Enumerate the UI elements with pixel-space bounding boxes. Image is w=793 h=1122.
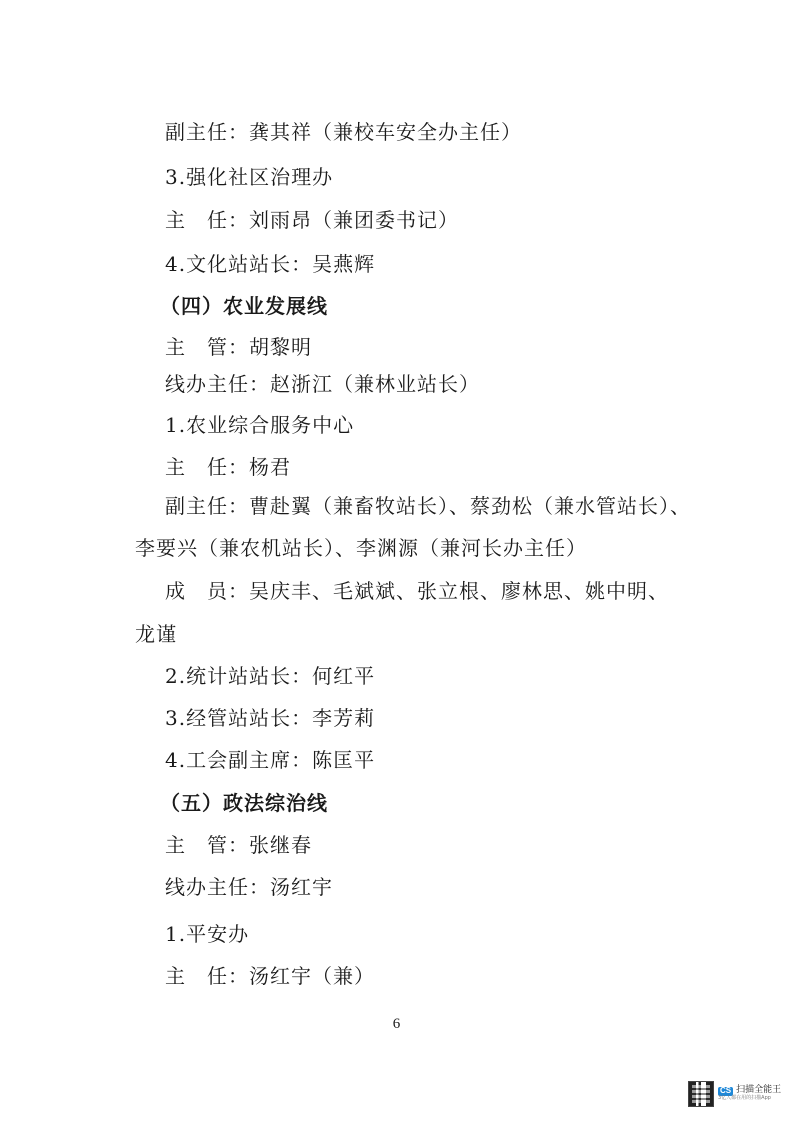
text-line: 4.工会副主席：陈匡平 [165, 748, 376, 772]
text-line: 线办主任：赵浙江（兼林业站长） [165, 372, 480, 396]
watermark-title: 扫描全能王 [736, 1085, 782, 1096]
text-line: 4.文化站站长：吴燕辉 [165, 252, 376, 276]
text-line: 主 任：杨君 [165, 455, 291, 479]
text-line: 龙谨 [135, 622, 177, 646]
qr-code-icon [688, 1081, 714, 1107]
text-line: 主 管：张继春 [165, 833, 312, 857]
text-line: 3.强化社区治理办 [165, 165, 334, 189]
text-line: 3.经管站站长：李芳莉 [165, 706, 376, 730]
text-line: 成 员：吴庆丰、毛斌斌、张立根、廖林思、姚中明、 [165, 579, 669, 603]
watermark-subtitle: 3亿人都在用的扫描App [718, 1095, 771, 1102]
text-line: 主 任：刘雨昂（兼团委书记） [165, 208, 459, 232]
camscanner-logo-icon: CS [720, 1085, 732, 1095]
text-line: 主 任：汤红宇（兼） [165, 964, 375, 988]
text-line: 1.平安办 [165, 922, 250, 946]
text-line: 主 管：胡黎明 [165, 335, 312, 359]
text-line: 副主任：曹赴翼（兼畜牧站长）、蔡劲松（兼水管站长）、 [165, 494, 691, 518]
scanner-watermark [688, 1080, 788, 1108]
text-line: 线办主任：汤红宇 [165, 875, 333, 899]
section-heading: （四）农业发展线 [160, 294, 328, 318]
text-line: 李要兴（兼农机站长）、李渊源（兼河长办主任） [135, 536, 587, 560]
text-line: 1.农业综合服务中心 [165, 413, 355, 437]
page-number: 6 [392, 1016, 401, 1032]
section-heading: （五）政法综治线 [160, 791, 328, 815]
text-line: 2.统计站站长：何红平 [165, 664, 376, 688]
watermark-text [718, 1086, 781, 1101]
text-line: 副主任：龚其祥（兼校车安全办主任） [165, 120, 522, 144]
